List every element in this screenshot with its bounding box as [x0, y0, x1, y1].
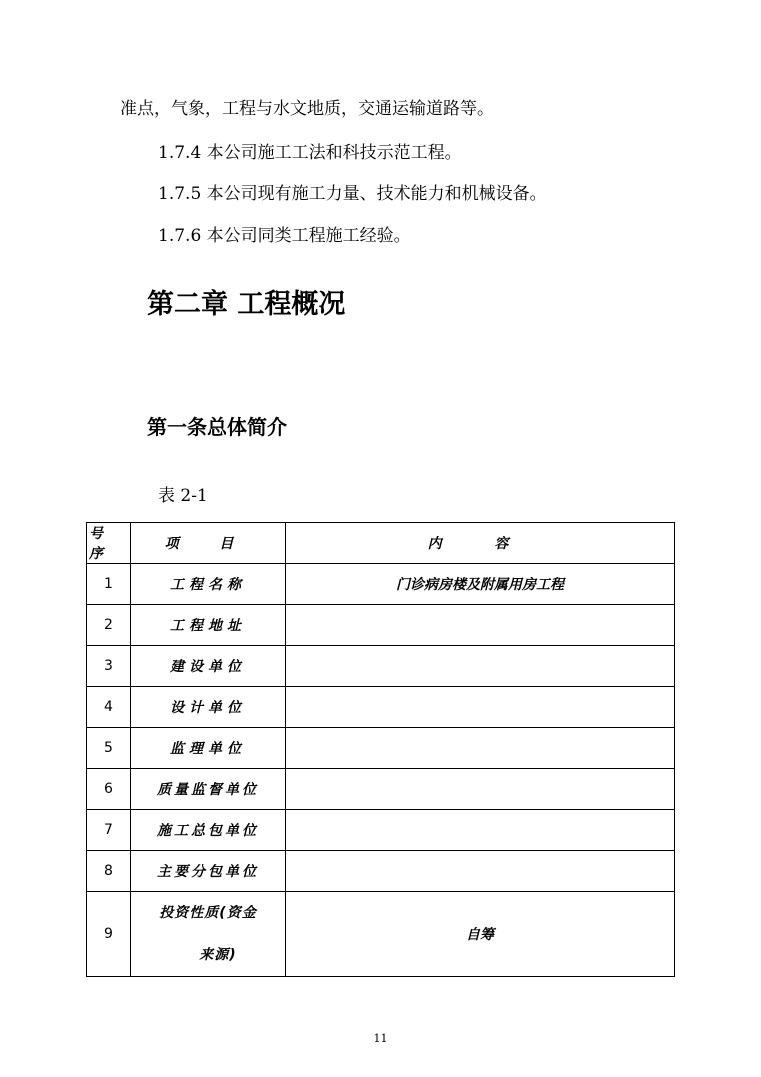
- page-number: 11: [373, 1032, 388, 1045]
- table-row: [87, 687, 675, 728]
- header-number: 号 序: [87, 523, 131, 564]
- header-item: 项 目: [131, 523, 286, 564]
- row-item: [131, 892, 286, 977]
- row-number: 6: [87, 769, 131, 810]
- table-row: [87, 892, 675, 977]
- table-row: [87, 769, 675, 810]
- project-overview-table: [86, 522, 675, 977]
- row-item-line-2: 来源): [199, 947, 237, 963]
- chapter-title: 第二章 工程概况: [147, 289, 346, 320]
- row-item: 主要分包单位: [131, 851, 286, 892]
- row-content: 门诊病房楼及附属用房工程: [286, 564, 675, 605]
- body-line-1-7-6: 1.7.6 本公司同类工程施工经验。: [158, 226, 411, 246]
- row-number: 3: [87, 646, 131, 687]
- row-content: [286, 646, 675, 687]
- table-row: [87, 810, 675, 851]
- row-number: 9: [87, 892, 131, 977]
- row-content: [286, 810, 675, 851]
- row-content: 自筹: [286, 892, 675, 977]
- row-number: 4: [87, 687, 131, 728]
- table-row: [87, 564, 675, 605]
- header-content: 内 容: [286, 523, 675, 564]
- table-header-row: [87, 523, 675, 564]
- row-number: 2: [87, 605, 131, 646]
- body-line-1: 准点，气象，工程与水文地质，交通运输道路等。: [120, 99, 494, 119]
- row-item-line-1: 投资性质(资金: [159, 905, 257, 921]
- row-item: 工程名称: [131, 564, 286, 605]
- body-line-1-7-5: 1.7.5 本公司现有施工力量、技术能力和机械设备。: [158, 184, 547, 204]
- table-row: [87, 646, 675, 687]
- row-number: 5: [87, 728, 131, 769]
- table-row: [87, 851, 675, 892]
- row-content: [286, 728, 675, 769]
- table-row: [87, 605, 675, 646]
- row-item: 监理单位: [131, 728, 286, 769]
- row-content: [286, 851, 675, 892]
- row-content: [286, 769, 675, 810]
- row-number: 1: [87, 564, 131, 605]
- table-row: [87, 728, 675, 769]
- row-item: 质量监督单位: [131, 769, 286, 810]
- row-item: 施工总包单位: [131, 810, 286, 851]
- section-title: 第一条总体简介: [147, 415, 287, 439]
- row-content: [286, 605, 675, 646]
- row-item: 建设单位: [131, 646, 286, 687]
- row-item: 设计单位: [131, 687, 286, 728]
- row-number: 7: [87, 810, 131, 851]
- row-content: [286, 687, 675, 728]
- body-line-1-7-4: 1.7.4 本公司施工工法和科技示范工程。: [158, 143, 462, 163]
- row-item: 工程地址: [131, 605, 286, 646]
- table-caption: 表 2-1: [158, 486, 208, 506]
- row-number: 8: [87, 851, 131, 892]
